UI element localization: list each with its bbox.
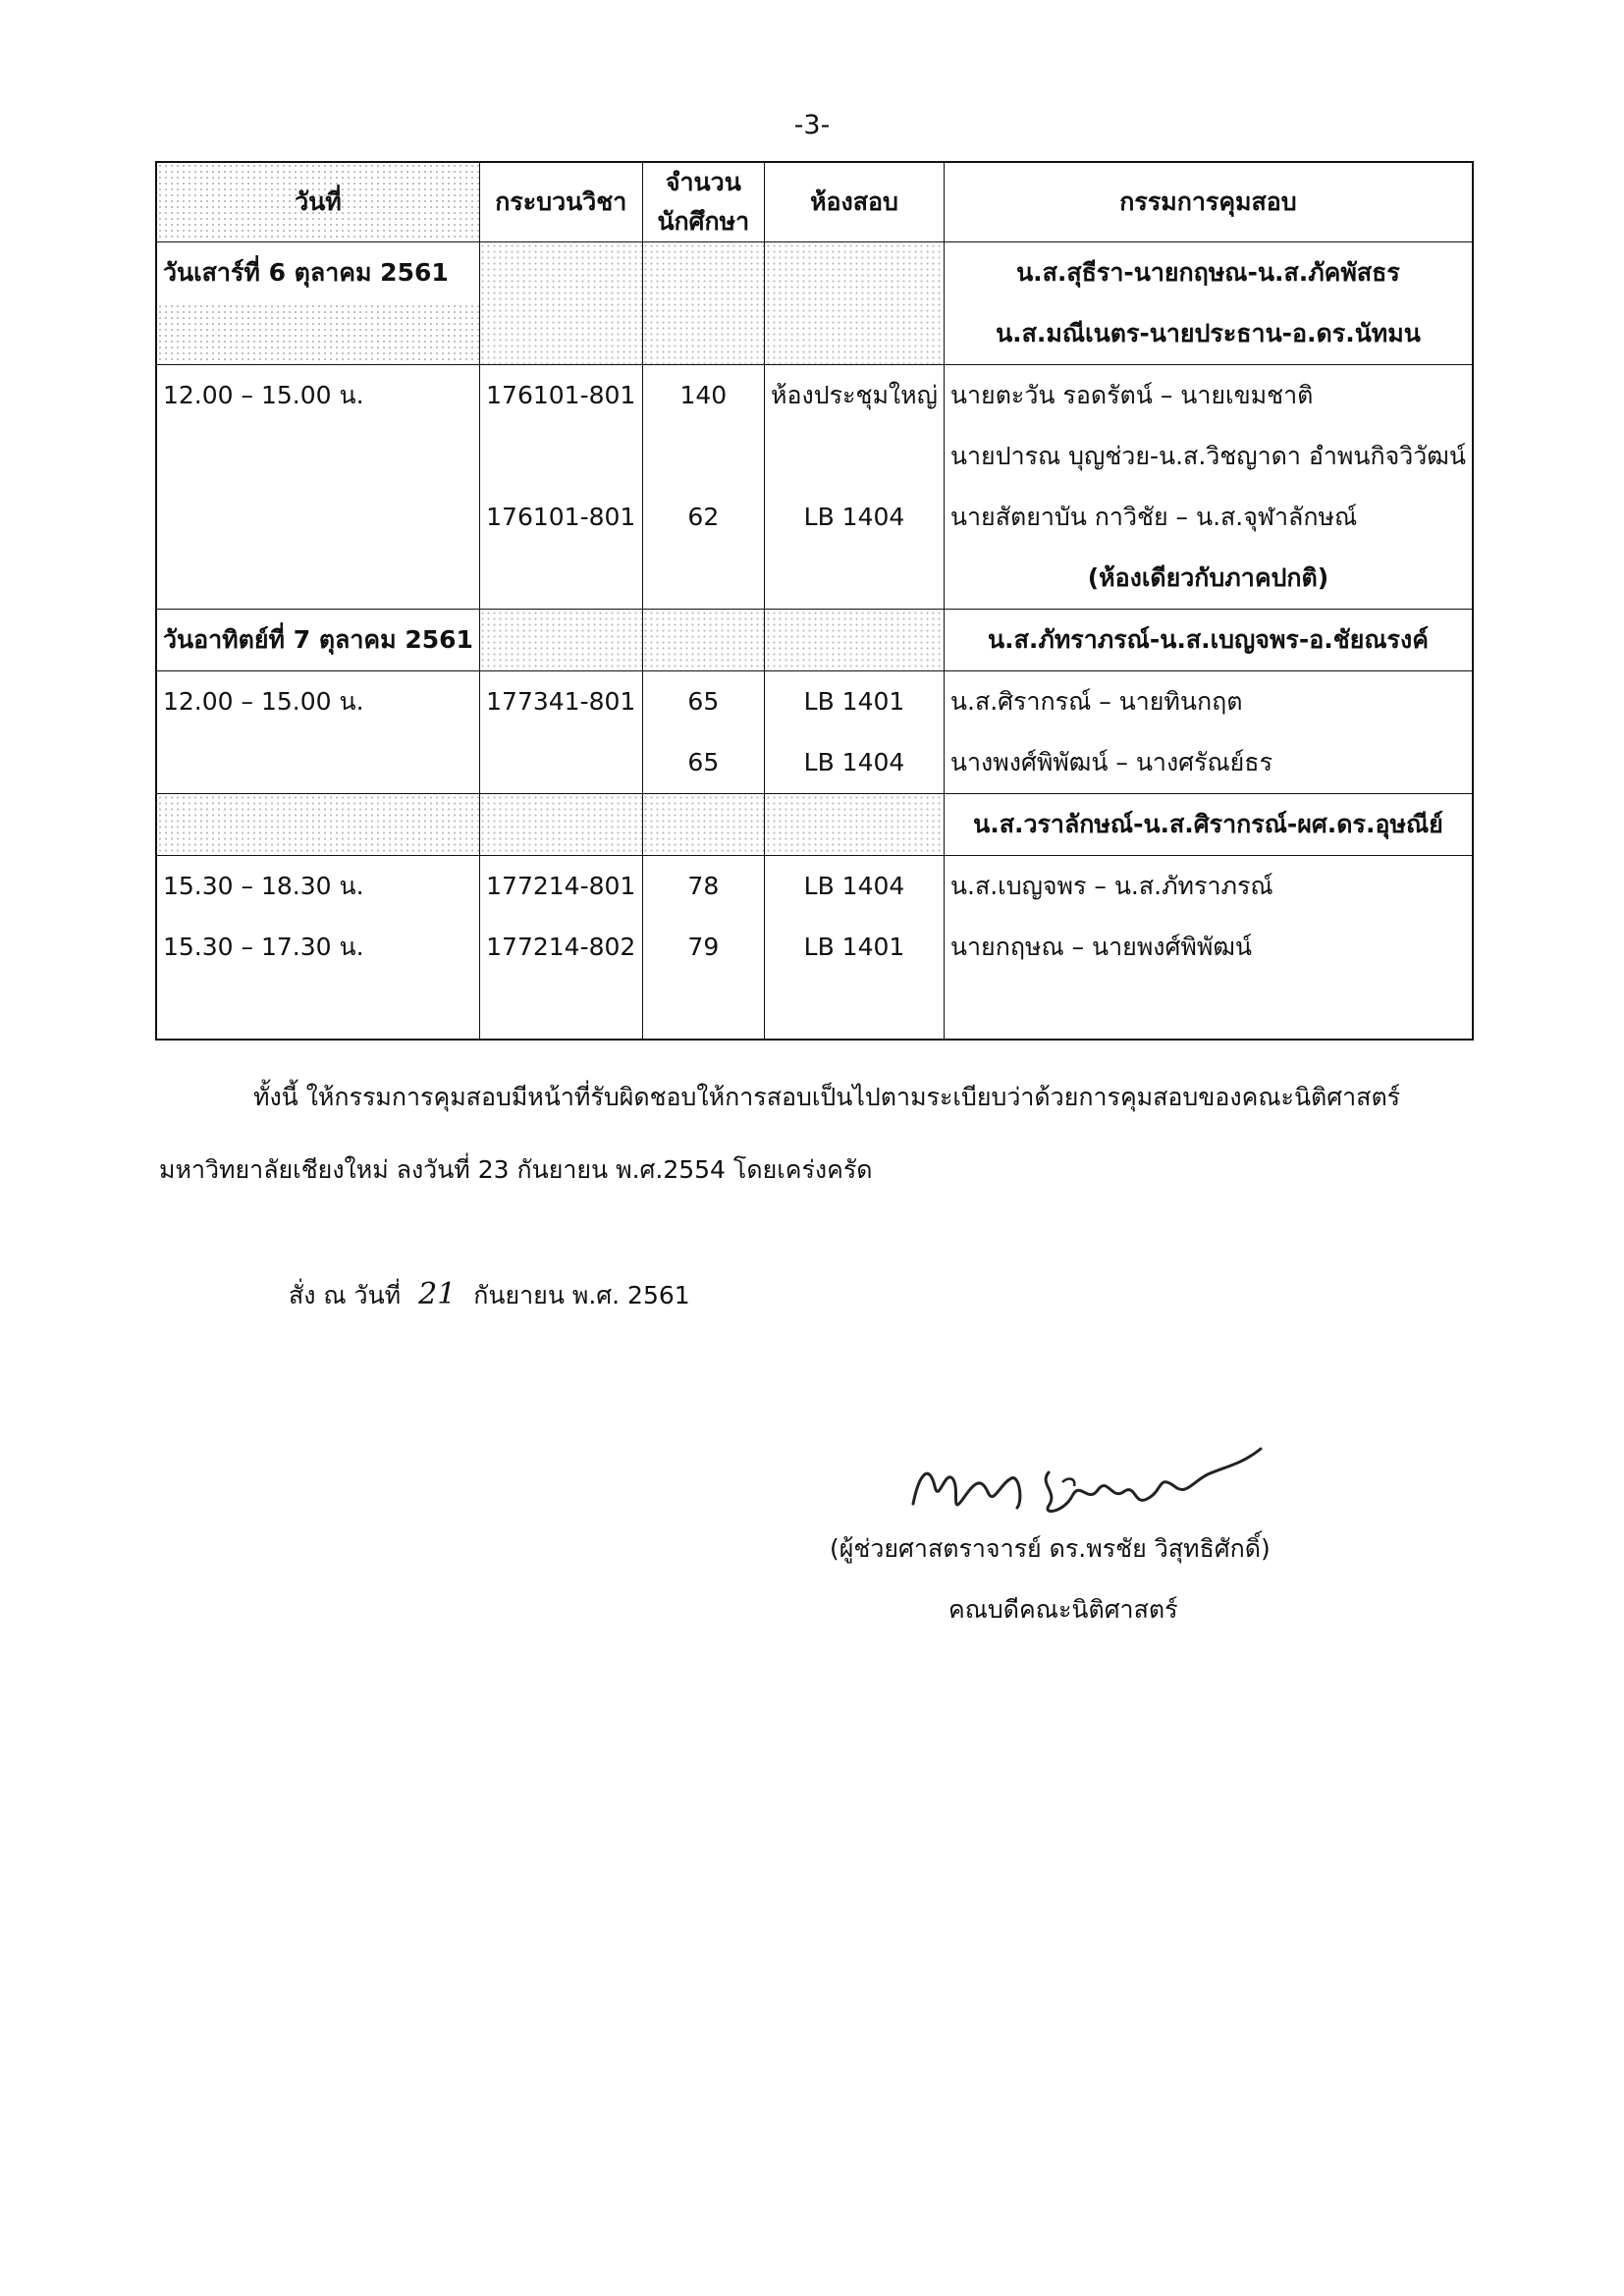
header-room: ห้องสอบ — [765, 162, 945, 242]
exam-room: LB 1401 — [803, 687, 905, 716]
signatory-name: (ผู้ช่วยศาสตราจารย์ ดร.พรชัย วิสุทธิศักดิ์) — [830, 1534, 1271, 1563]
course-code: 176101-801 — [486, 503, 636, 531]
student-count: 79 — [687, 933, 720, 961]
exam-time: 12.00 – 15.00 น. — [163, 381, 364, 409]
proctor-names: น.ส.ศิรากรณ์ – นายทินกฤต — [949, 687, 1243, 716]
student-count: 62 — [687, 503, 720, 531]
exam-room: LB 1401 — [803, 933, 905, 961]
header-students: จำนวนนักศึกษา — [642, 162, 764, 242]
order-date — [289, 1276, 690, 1315]
order-date-prefix: สั่ง ณ วันที่ — [289, 1281, 402, 1309]
session-heading-row — [156, 794, 1473, 856]
table-row — [156, 365, 1473, 610]
day-heading-row — [156, 242, 1473, 365]
table-row — [156, 856, 1473, 1041]
table-row — [156, 671, 1473, 794]
signatory-title: คณบดีคณะนิติศาสตร์ — [948, 1595, 1178, 1624]
order-date-day: 21 — [418, 1277, 457, 1311]
chief-proctors: น.ส.ภัทราภรณ์-น.ส.เบญจพร-อ.ชัยณรงค์ — [988, 625, 1429, 654]
course-code: 177341-801 — [486, 687, 636, 716]
exam-time: 15.30 – 17.30 น. — [163, 933, 364, 961]
chief-proctors: น.ส.มณีเนตร-นายประธาน-อ.ดร.นัทมน — [996, 319, 1421, 347]
signature — [901, 1435, 1274, 1543]
exam-time: 15.30 – 18.30 น. — [163, 872, 364, 900]
day-date: วันอาทิตย์ที่ 7 ตุลาคม 2561 — [163, 625, 473, 654]
header-proctors: กรรมการคุมสอบ — [944, 162, 1473, 242]
page-number: -3- — [793, 110, 831, 140]
student-count: 140 — [679, 381, 728, 409]
header-course: กระบวนวิชา — [479, 162, 642, 242]
chief-proctors: น.ส.สุธีรา-นายกฤษณ-น.ส.ภัคพัสธร — [1016, 258, 1400, 287]
day-heading-row — [156, 610, 1473, 671]
proctor-names: นายตะวัน รอดรัตน์ – นายเขมชาติ — [949, 381, 1314, 409]
student-count: 65 — [687, 748, 720, 776]
exam-room: LB 1404 — [803, 748, 905, 776]
proctor-names: นายสัตยาบัน กาวิชัย – น.ส.จุฬาลักษณ์ — [949, 503, 1358, 531]
table-header-row — [156, 162, 1473, 242]
exam-room: LB 1404 — [803, 872, 905, 900]
student-count: 65 — [687, 687, 720, 716]
proctor-names: นางพงศ์พิพัฒน์ – นางศรัณย์ธร — [949, 748, 1272, 776]
course-code: 177214-801 — [486, 872, 636, 900]
course-code: 176101-801 — [486, 381, 636, 409]
exam-room: LB 1404 — [803, 503, 905, 531]
order-date-suffix: กันยายน พ.ศ. 2561 — [473, 1281, 690, 1309]
exam-schedule-table — [155, 161, 1474, 1041]
proctor-names: นายปารณ บุญช่วย-น.ส.วิชญาดา อำพนกิจวิวัฒน์ — [949, 442, 1466, 470]
proctor-names: น.ส.เบญจพร – น.ส.ภัทราภรณ์ — [949, 872, 1273, 900]
proctor-names: นายกฤษณ – นายพงศ์พิพัฒน์ — [949, 933, 1253, 961]
student-count: 78 — [687, 872, 720, 900]
header-date: วันที่ — [156, 162, 479, 242]
chief-proctors: น.ส.วราลักษณ์-น.ส.ศิรากรณ์-ผศ.ดร.อุษณีย์ — [973, 810, 1443, 838]
regulation-paragraph: ทั้งนี้ ให้กรรมการคุมสอบมีหน้าที่รับผิดชอบให้การสอบเป็นไปตามระเบียบว่าด้วยการคุมสอบของคณะนิติศาสตร์ — [253, 1083, 1401, 1111]
regulation-paragraph-cont: มหาวิทยาลัยเชียงใหม่ ลงวันที่ 23 กันยายน พ.ศ.2554 โดยเคร่งครัด — [159, 1155, 873, 1184]
proctor-note: (ห้องเดียวกับภาคปกติ) — [1087, 563, 1329, 592]
exam-time: 12.00 – 15.00 น. — [163, 687, 364, 716]
course-code: 177214-802 — [486, 933, 636, 961]
exam-room: ห้องประชุมใหญ่ — [771, 381, 938, 409]
day-date: วันเสาร์ที่ 6 ตุลาคม 2561 — [163, 258, 449, 287]
